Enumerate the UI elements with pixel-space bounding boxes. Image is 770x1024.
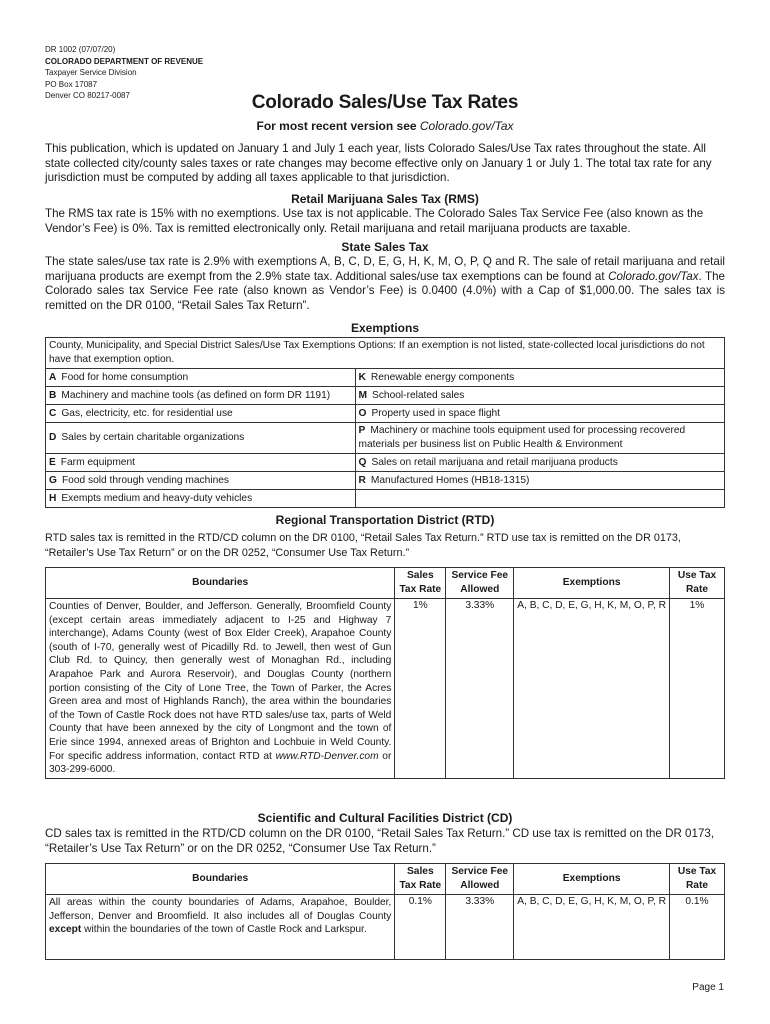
exemption-code: C <box>49 407 57 419</box>
rtd-service-fee: 3.33% <box>446 599 514 779</box>
cd-service-fee: 3.33% <box>446 895 514 960</box>
exemption-code: E <box>49 456 56 468</box>
exemption-code: R <box>358 474 366 486</box>
exemption-code: B <box>49 389 57 401</box>
exemption-text: Machinery and machine tools (as defined on form DR 1191) <box>61 389 331 401</box>
rtd-use-rate: 1% <box>670 599 725 779</box>
exemption-left <box>46 490 356 508</box>
exemption-text: Machinery or machine tools equipment used for processing recovered materials per business list on Public Health & Environment <box>358 425 686 450</box>
exemption-text: Food sold through vending machines <box>61 474 230 486</box>
cd-data-row <box>46 895 725 960</box>
cd-paragraph: CD sales tax is remitted in the RTD/CD column on the DR 0100, “Retail Sales Tax Return.” CD use tax is remitted on the DR 0173, “Retailer’s Use Tax Return” or on the DR 0252, “Consumer Use Tax Return.” <box>45 827 715 855</box>
cd-sales-rate: 0.1% <box>395 895 446 960</box>
exemption-code: K <box>358 371 366 383</box>
form-id: DR 1002 (07/07/20) <box>45 45 116 54</box>
exemptions-table <box>45 337 725 508</box>
exemption-left <box>46 387 356 405</box>
exemption-code: O <box>358 407 367 419</box>
cd-col-service-fee: Service Fee Allowed <box>446 864 514 895</box>
exemption-right <box>355 423 724 454</box>
exemptions-heading: Exemptions <box>350 321 419 335</box>
rtd-link[interactable]: www.RTD-Denver.com <box>275 750 379 762</box>
rtd-col-use-rate: Use Tax Rate <box>670 568 725 599</box>
state-heading: State Sales Tax <box>341 240 429 254</box>
exemption-right <box>355 387 724 405</box>
rtd-exemptions: A, B, C, D, E, G, H, K, M, O, P, R <box>514 599 670 779</box>
cd-exemptions: A, B, C, D, E, G, H, K, M, O, P, R <box>514 895 670 960</box>
exemption-code: Q <box>358 456 367 468</box>
cd-use-rate: 0.1% <box>670 895 725 960</box>
subtitle-link[interactable]: Colorado.gov/Tax <box>419 119 514 133</box>
exemption-text: Exempts medium and heavy-duty vehicles <box>61 492 253 504</box>
page-number: Page 1 <box>692 982 724 993</box>
exemption-text: Sales on retail marijuana and retail marijuana products <box>371 456 618 468</box>
exemption-row <box>46 423 725 454</box>
exemption-right <box>355 454 724 472</box>
exemptions-intro: County, Municipality, and Special District Sales/Use Tax Exemptions Options: If an exemption is not listed, state-collected local jurisdictions do not have that exemption option. <box>46 338 725 369</box>
intro-paragraph: This publication, which is updated on January 1 and July 1 each year, lists Colorado Sales/Use Tax rates throughout the state. All state collected city/county sales taxes or rate changes may become effective only on January 1 or July 1. The total tax rate for any jurisdiction must be computed by adding all taxes applicable to that jurisdiction. <box>45 142 712 185</box>
rms-heading: Retail Marijuana Sales Tax (RMS) <box>291 192 479 206</box>
exemption-right <box>355 405 724 423</box>
cd-boundaries-text: All areas within the county boundaries of Adams, Arapahoe, Boulder, Jefferson, Denver and Broomfield. It also includes all of Douglas County <box>49 897 392 922</box>
cd-col-boundaries: Boundaries <box>46 864 395 895</box>
exemption-code: G <box>49 474 57 486</box>
exemption-row <box>46 405 725 423</box>
exemption-text: Farm equipment <box>60 456 135 468</box>
exemption-text: Manufactured Homes (HB18-1315) <box>370 474 530 486</box>
cd-boundaries-tail: within the boundaries of the town of Castle Rock and Larkspur. <box>81 924 367 936</box>
exemption-text: Property used in space flight <box>371 407 501 419</box>
cd-col-sales-rate: Sales Tax Rate <box>395 864 446 895</box>
page-title: Colorado Sales/Use Tax Rates <box>251 92 519 113</box>
division-name: Taxpayer Service Division <box>45 68 137 77</box>
exemption-row <box>46 490 725 508</box>
exemption-right <box>355 472 724 490</box>
rtd-header-row <box>46 568 725 599</box>
exemption-row <box>46 454 725 472</box>
rtd-boundaries-tail: or 303-299-6000. <box>49 750 392 776</box>
exemption-text: Gas, electricity, etc. for residential use <box>61 407 233 419</box>
po-box: PO Box 17087 <box>45 79 98 89</box>
cd-header-row <box>46 864 725 895</box>
exemption-text: Sales by certain charitable organizations <box>61 432 245 443</box>
rtd-col-exemptions: Exemptions <box>514 568 670 599</box>
exemption-row <box>46 472 725 490</box>
exemption-code: A <box>49 371 57 383</box>
rms-paragraph: The RMS tax rate is 15% with no exemptions. Use tax is not applicable. The Colorado Sales Tax Service Fee (also known as the Vendor’s Fee) is 0%. Tax is remitted electronically only. Retail marijuana and retail marijuana products are taxable. <box>45 207 704 235</box>
state-text-1: The state sales/use tax rate is 2.9% with exemptions A, B, C, D, E, G, H, K, M, O, P, Q and R. The sale of retail marijuana and retail marijuana products are exempt from the 2.9% state tax. Additional sales/use tax exemptions can be found at <box>45 255 725 283</box>
exemptions-intro-row <box>46 338 725 369</box>
rtd-paragraph: RTD sales tax is remitted in the RTD/CD column on the DR 0100, “Retail Sales Tax Return.” RTD use tax is remitted on the DR 0173, “Retailer’s Use Tax Return” or on the DR 0252, “Consumer Use Tax Return.” <box>45 532 681 559</box>
exemption-row <box>46 369 725 387</box>
state-paragraph <box>45 255 725 313</box>
cd-boundaries <box>46 895 395 960</box>
rtd-sales-rate: 1% <box>395 599 446 779</box>
exemption-left <box>46 472 356 490</box>
cd-table <box>45 863 725 960</box>
exemption-right <box>355 490 724 508</box>
cd-col-use-rate: Use Tax Rate <box>670 864 725 895</box>
exemption-code: H <box>49 492 57 504</box>
department-name: COLORADO DEPARTMENT OF REVENUE <box>45 56 204 66</box>
rtd-data-row <box>46 599 725 779</box>
cd-col-exemptions: Exemptions <box>514 864 670 895</box>
exemption-code: D <box>49 432 57 443</box>
exemption-left <box>46 369 356 387</box>
exemptions-list <box>46 369 725 508</box>
exemption-text: Renewable energy components <box>370 371 515 383</box>
rtd-heading: Regional Transportation District (RTD) <box>275 513 495 527</box>
exemption-text: Food for home consumption <box>61 371 189 383</box>
rtd-col-sales-rate: Sales Tax Rate <box>395 568 446 599</box>
exemption-text: School-related sales <box>372 389 465 401</box>
rtd-col-service-fee: Service Fee Allowed <box>446 568 514 599</box>
page-subtitle <box>0 119 770 133</box>
exemption-left <box>46 454 356 472</box>
cd-heading: Scientific and Cultural Facilities District (CD) <box>257 811 513 825</box>
city-address: Denver CO 80217-0087 <box>45 91 130 100</box>
rtd-table <box>45 567 725 779</box>
exemption-row <box>46 387 725 405</box>
rtd-boundaries-text: Counties of Denver, Boulder, and Jefferson. Generally, Broomfield County (except certain areas immediately adjacent to I-25 and Highway 7 interchange), Adams County (west of Box Elder Creek), Arapahoe County (south of I-70, generally west of Picadilly Rd. to Jewell, then west of Gun Club Rd. to Quincy, then generally west of Monaghan Rd., including Arapahoe Park and Aurora Reservoir), and Douglas County (northern portion consisting of the City of Lone Tree, the Town of Parker, the Acres Green area and most of Highlands Ranch), the area within the boundaries of the Town of Castle Rock does not have RTD sales/use tax, parts of Weld County that have been annexed by the city of Longmont and the town of Erie since 1994, annexed areas of Brighton and Lochbuie in Weld County. For specific address information, contact RTD at <box>49 601 392 762</box>
state-text-2: . The Colorado sales tax Service Fee rate (also known as Vendor’s Fee) is 0.0400 (4.0%) with a Cap of $1,000.00. The sales tax is remitted on the DR 0100, “Retail Sales Tax Return”. <box>45 269 725 312</box>
exemption-code: P <box>358 425 366 436</box>
exemption-left <box>46 405 356 423</box>
state-link[interactable]: Colorado.gov/Tax <box>608 269 699 283</box>
rtd-boundaries <box>46 599 395 779</box>
exemption-left <box>46 423 356 454</box>
rtd-col-boundaries: Boundaries <box>46 568 395 599</box>
exemption-code: M <box>358 389 368 401</box>
exemption-right <box>355 369 724 387</box>
subtitle-prefix: For most recent version see <box>256 119 420 133</box>
cd-boundaries-bold: except <box>49 924 82 936</box>
